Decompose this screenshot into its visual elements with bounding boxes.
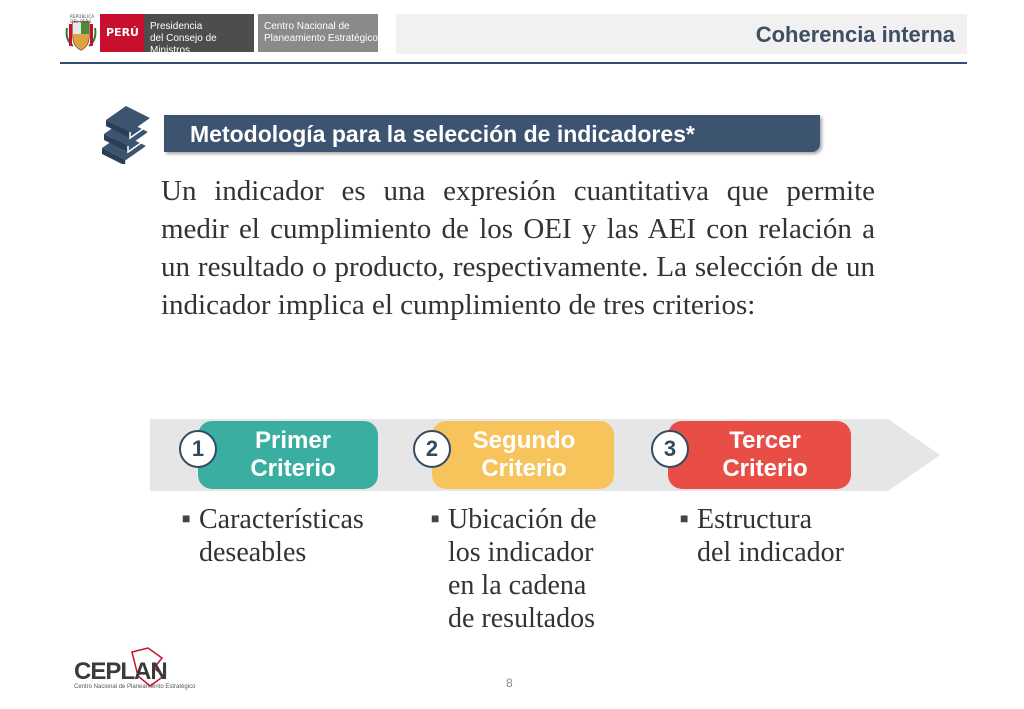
pcm-brand — [144, 14, 254, 56]
criterion-1-label-line1: Primer — [254, 427, 332, 454]
criterion-2-label-line2: Criterio — [481, 455, 567, 482]
criterion-3-desc-line: Estructura — [697, 504, 813, 535]
criterion-2-description — [431, 503, 648, 635]
cnpe-line-2: Planeamiento Estratégico — [264, 33, 378, 44]
pcm-line-2: del Consejo de Ministros — [150, 33, 217, 56]
section-heading-bar — [164, 115, 820, 152]
criterion-2-desc-line: Ubicación de — [448, 504, 597, 535]
header-divider — [60, 62, 967, 64]
criterion-3-label-line1: Tercer — [729, 427, 801, 454]
section-title-bar — [396, 14, 967, 54]
section-title: Coherencia interna — [755, 22, 955, 47]
intro-paragraph: Un indicador es una expresión cuantitativa que permite medir el cumplimiento de los OEI y las AEI con relación a un resultado o producto, respectivamente. La selección de un indicador implica el cumplimiento de tres criterios: — [161, 175, 875, 321]
pcm-line-1: Presidencia — [150, 21, 203, 32]
criterion-1-description — [182, 503, 399, 569]
square-bullet-icon: ■ — [431, 512, 440, 527]
shield-caption: REPÚBLICA DEL PERÚ — [70, 14, 95, 24]
criterion-2-number-badge: 2 — [413, 430, 451, 468]
cnpe-brand — [258, 14, 378, 52]
peru-coat-of-arms-icon — [64, 14, 98, 54]
criterion-3-number-badge: 3 — [651, 430, 689, 468]
criterion-2-desc-line: de resultados — [448, 603, 595, 634]
ceplan-logo — [70, 646, 196, 694]
peru-brand-label: PERÚ — [100, 14, 148, 52]
criterion-1-desc-line: Características — [199, 504, 364, 535]
header — [60, 12, 967, 56]
criterion-2-desc-line: en la cadena — [448, 570, 587, 601]
ceplan-logo-subtitle: Centro Nacional de Planeamiento Estratégico — [74, 684, 196, 690]
criterion-2-pill — [432, 421, 614, 489]
criterion-1-number-badge: 1 — [179, 430, 217, 468]
criterion-1-label-line2: Criterio — [250, 455, 336, 482]
criterion-1-pill — [198, 421, 378, 489]
cnpe-line-1: Centro Nacional de — [264, 21, 350, 32]
ceplan-logo-name: CEPLAN — [74, 658, 167, 685]
page-number: 8 — [506, 676, 513, 690]
criterion-2-label-line1: Segundo — [472, 427, 576, 454]
criterion-3-pill — [668, 421, 851, 489]
criterion-3-description — [680, 503, 897, 569]
section-heading: Metodología para la selección de indicadores* — [190, 121, 695, 147]
square-bullet-icon: ■ — [680, 512, 689, 527]
criterion-1-desc-line: deseables — [199, 537, 307, 568]
square-bullet-icon: ■ — [182, 512, 191, 527]
criterion-2-desc-line: los indicador — [448, 537, 594, 568]
books-icon — [96, 104, 150, 164]
criterion-3-label-line2: Criterio — [722, 455, 808, 482]
criterion-3-desc-line: del indicador — [697, 537, 844, 568]
